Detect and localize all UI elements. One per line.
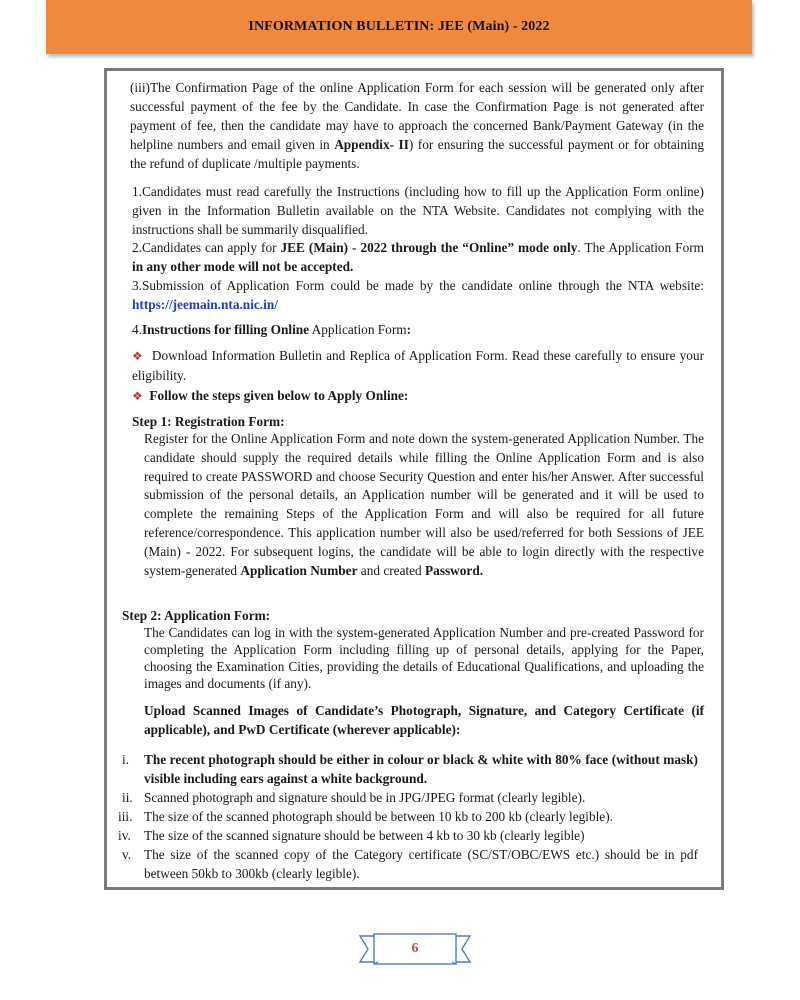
step2-body: The Candidates can log in with the system-generated Application Number and pre-created Password for completing the Application Form including filling up of personal details, applying for the Paper, choosing the Examination Cities, providing the details of Educational Qualifications, and uploading the images and documents (if any). [144,625,704,691]
step1-title: Step 1: Registration Form: [132,414,285,429]
bullet-download: ❖ Download Information Bulletin and Replica of Application Form. Read these carefully to ensure your eligibility. [132,348,705,383]
list-item: v. The size of the scanned copy of the Category certificate (SC/ST/OBC/EWS etc.) should be in pdf between 50kb to 300kb (clearly legible). [122,847,698,881]
diamond-bullet-icon: ❖ [132,349,144,363]
diamond-bullet-icon: ❖ [132,389,143,403]
nta-website-link[interactable]: https://jeemain.nta.nic.in/ [132,297,278,312]
page-number-badge [358,932,472,966]
step1-body: Register for the Online Application Form and note down the system-generated Application Number. The candidate should supply the required details while filling the Online Application Form and is also required to create PASSWORD and choose Security Question and enter his/her Answer. After successful submission of the personal details, an Application number will be generated and it will be used to complete the remaining Steps of the Application Form and will also be required for all future reference/correspondence. This application number will also be used/referred for both Sessions of JEE (Main) - 2022. For subsequent logins, the candidate will be able to login directly with the respective system-generated Application Number and created Password. [144,431,704,578]
paragraph-iii: (iii)The Confirmation Page of the online Application Form for each session will be generated only after successful payment of the fee by the Candidate. In case the Confirmation Page is not generated after payment of fee, then the candidate may have to approach the concerned Bank/Payment Gateway (in the helpline numbers and email given in Appendix- II) for ensuring the successful payment or for obtaining the refund of duplicate /multiple payments. [130,80,705,171]
bullet-follow-steps: ❖ Follow the steps given below to Apply Online: [132,388,409,403]
list-item: iv. The size of the scanned signature should be between 4 kb to 30 kb (clearly legible) [118,828,585,843]
page-number: 6 [411,941,419,956]
item-1: 1.Candidates must read carefully the Instructions (including how to fill up the Application Form online) given in the Information Bulletin available on the NTA Website. Candidates not complying with the instructions shall be summarily disqualified. [132,184,704,237]
list-item: i. The recent photograph should be either in colour or black & white with 80% face (without mask) visible including ears against a white background. [122,752,698,786]
list-item: iii. The size of the scanned photograph should be between 10 kb to 200 kb (clearly legible). [118,809,613,824]
item-2: 2.Candidates can apply for JEE (Main) - 2022 through the “Online” mode only. The Application Form in any other mode will not be accepted. [132,240,704,274]
item-4: 4.Instructions for filling Online Application Form: [132,322,412,337]
item-3: 3.Submission of Application Form could be made by the candidate online through the NTA website: https://jeemain.nta.nic.in/ [132,278,704,312]
header-title: INFORMATION BULLETIN: JEE (Main) - 2022 [248,19,550,34]
step2-title: Step 2: Application Form: [122,608,271,623]
list-item: ii. Scanned photograph and signature should be in JPG/JPEG format (clearly legible). [122,790,586,805]
upload-heading: Upload Scanned Images of Candidate’s Photograph, Signature, and Category Certificate (if applicable), and PwD Certificate (wherever applicable): [144,703,704,737]
